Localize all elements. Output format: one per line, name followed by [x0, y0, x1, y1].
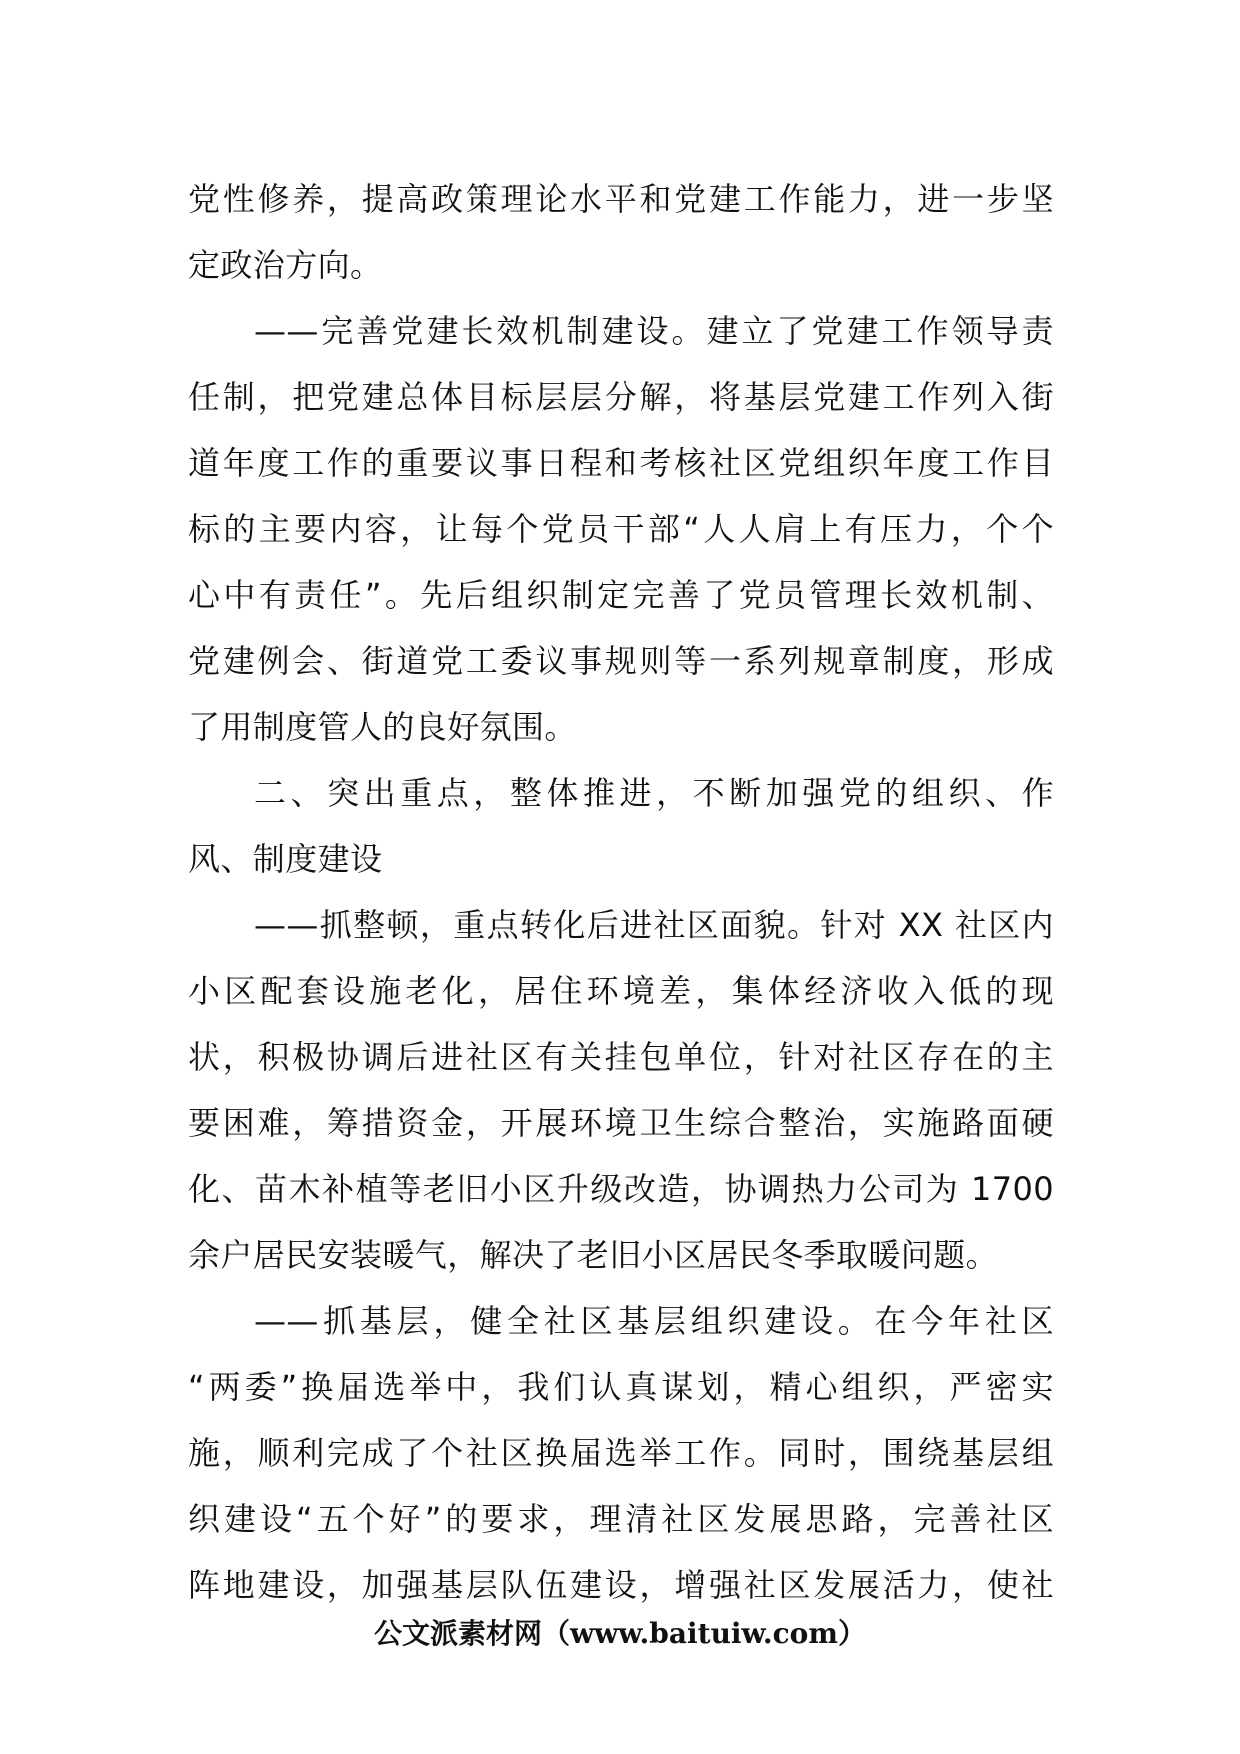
text-line: 党建例会、街道党工委议事规则等一系列规章制度，形成 — [188, 642, 1054, 680]
text-line: 标的主要内容，让每个党员干部“人人肩上有压力，个个 — [188, 510, 1054, 548]
text-line: 道年度工作的重要议事日程和考核社区党组织年度工作目 — [188, 444, 1054, 482]
section-heading: 二、突出重点，整体推进，不断加强党的组织、作 — [254, 774, 1054, 812]
text-line: 化、苗木补植等老旧小区升级改造，协调热力公司为 1700 — [188, 1170, 1054, 1208]
text-line: 状，积极协调后进社区有关挂包单位，针对社区存在的主 — [188, 1038, 1054, 1076]
text-line: 心中有责任”。先后组织制定完善了党员管理长效机制、 — [188, 576, 1054, 614]
text-line: 小区配套设施老化，居住环境差，集体经济收入低的现 — [188, 972, 1054, 1010]
text-line: 织建设“五个好”的要求，理清社区发展思路，完善社区 — [188, 1500, 1054, 1538]
text-line: ——抓整顿，重点转化后进社区面貌。针对 XX 社区内 — [254, 906, 1054, 944]
text-line: 阵地建设，加强基层队伍建设，增强社区发展活力，使社 — [188, 1566, 1054, 1604]
text-line: 定政治方向。 — [188, 246, 383, 284]
text-line: 任制，把党建总体目标层层分解，将基层党建工作列入街 — [188, 378, 1054, 416]
body-text — [188, 166, 1054, 1618]
text-line: 了用制度管人的良好氛围。 — [188, 708, 577, 746]
text-line: ——抓基层，健全社区基层组织建设。在今年社区 — [254, 1302, 1054, 1340]
text-line: 施，顺利完成了个社区换届选举工作。同时，围绕基层组 — [188, 1434, 1054, 1472]
text-line: 党性修养，提高政策理论水平和党建工作能力，进一步坚 — [188, 180, 1054, 218]
text-line: ——完善党建长效机制建设。建立了党建工作领导责 — [254, 312, 1054, 350]
text-line: 余户居民安装暖气，解决了老旧小区居民冬季取暖问题。 — [188, 1236, 999, 1274]
section-heading: 风、制度建设 — [188, 840, 383, 878]
footer-watermark: 公文派素材网（www.baituiw.com） — [374, 1617, 866, 1650]
text-line: “两委”换届选举中，我们认真谋划，精心组织，严密实 — [188, 1368, 1054, 1406]
text-line: 要困难，筹措资金，开展环境卫生综合整治，实施路面硬 — [188, 1104, 1054, 1142]
